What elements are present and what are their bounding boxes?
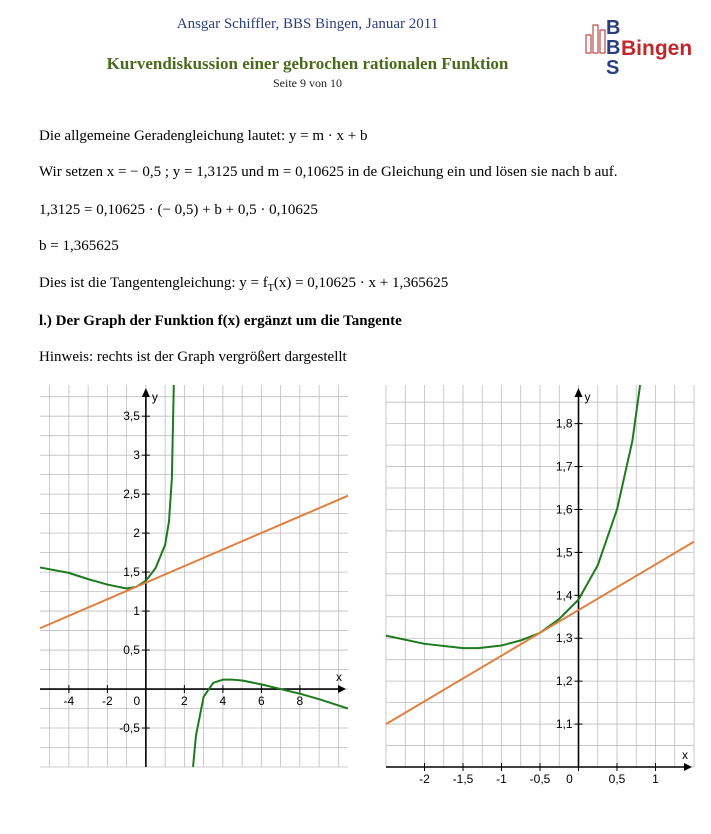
x-tick-label: -2: [419, 772, 430, 786]
y-tick-label: 1,8: [555, 416, 573, 431]
page-number: Seite 9 von 10: [273, 76, 342, 90]
y-tick-label: 1,3: [555, 631, 573, 646]
function-graph-right: [386, 385, 694, 786]
x-tick-label: 0: [566, 772, 573, 786]
tangent-equation-end: (x) = 0,10625 · x + 1,365625: [273, 275, 449, 291]
function-graph-left: [40, 385, 348, 767]
y-tick-label: 0,5: [123, 643, 140, 658]
x-tick-label: 6: [258, 694, 265, 709]
y-axis-label: y: [584, 390, 591, 404]
substitution-line: Wir setzen x = − 0,5 ; y = 1,3125 und m = 0,10625 in de Gleichung ein und lösen sie nach b auf.: [39, 164, 618, 180]
x-tick-label: -2: [102, 694, 113, 709]
hint-line: Hinweis: rechts ist der Graph vergrößert dargestellt: [39, 349, 347, 365]
x-tick-label: 0,5: [608, 772, 626, 786]
x-tick-label: -1: [496, 772, 507, 786]
function-curve: [40, 385, 348, 767]
y-axis-arrow: [142, 388, 150, 397]
bbs-bingen-logo: [584, 17, 694, 77]
document-title: Kurvendiskussion einer gebrochen rationalen Funktion: [106, 54, 509, 73]
result-b-line: b = 1,365625: [39, 238, 119, 254]
x-tick-label: 1: [652, 772, 659, 786]
equation-solve-line: 1,3125 = 0,10625 · (− 0,5) + b + 0,5 · 0,10625: [39, 202, 318, 218]
logo-letter-b1: B: [606, 17, 621, 39]
logo-bar: [593, 25, 598, 53]
x-axis-label: x: [682, 748, 688, 762]
y-tick-label: 1,2: [555, 674, 573, 689]
equation-general-line: Die allgemeine Geradengleichung lautet: y = m · x + b: [39, 128, 368, 144]
x-tick-label: -4: [63, 694, 75, 709]
x-axis-label: x: [336, 670, 342, 685]
y-tick-label: -0,5: [119, 721, 140, 736]
tangent-subscript: T: [267, 283, 274, 294]
y-tick-label: 1,4: [555, 588, 573, 603]
x-tick-label: 8: [296, 694, 304, 709]
x-tick-label: 0: [133, 694, 141, 709]
x-axis-arrow: [684, 763, 692, 771]
y-tick-label: 1,6: [555, 502, 573, 517]
logo-word: Bingen: [621, 37, 693, 60]
logo-letter-s: S: [606, 57, 620, 79]
y-tick-label: 1,5: [555, 545, 573, 560]
y-tick-label: 2,5: [123, 487, 140, 502]
x-tick-label: -0,5: [529, 772, 551, 786]
y-axis-arrow: [575, 388, 583, 397]
logo-letter-b2: B: [606, 37, 621, 59]
x-axis-arrow: [338, 685, 346, 693]
y-tick-label: 3: [133, 448, 140, 463]
x-tick-label: -1,5: [452, 772, 474, 786]
y-tick-label: 1,1: [555, 717, 573, 732]
header-author: Ansgar Schiffler, BBS Bingen, Januar 2011: [176, 16, 439, 32]
y-axis-label: y: [151, 390, 158, 404]
x-tick-label: 2: [181, 694, 188, 709]
x-tick-label: 4: [219, 694, 227, 709]
y-tick-label: 3,5: [123, 409, 140, 424]
y-tick-label: 2: [133, 526, 140, 541]
tangent-equation-start: Dies ist die Tangentengleichung: y = f: [39, 275, 268, 291]
logo-bar: [600, 30, 605, 53]
tangent-equation-line: [39, 275, 448, 294]
section-heading: l.) Der Graph der Funktion f(x) ergänzt um die Tangente: [39, 313, 402, 329]
logo-bar: [586, 35, 591, 53]
tangent-line: [40, 496, 348, 629]
y-tick-label: 1,7: [555, 459, 573, 474]
y-tick-label: 1: [133, 604, 140, 619]
y-tick-label: 1,5: [123, 565, 140, 580]
